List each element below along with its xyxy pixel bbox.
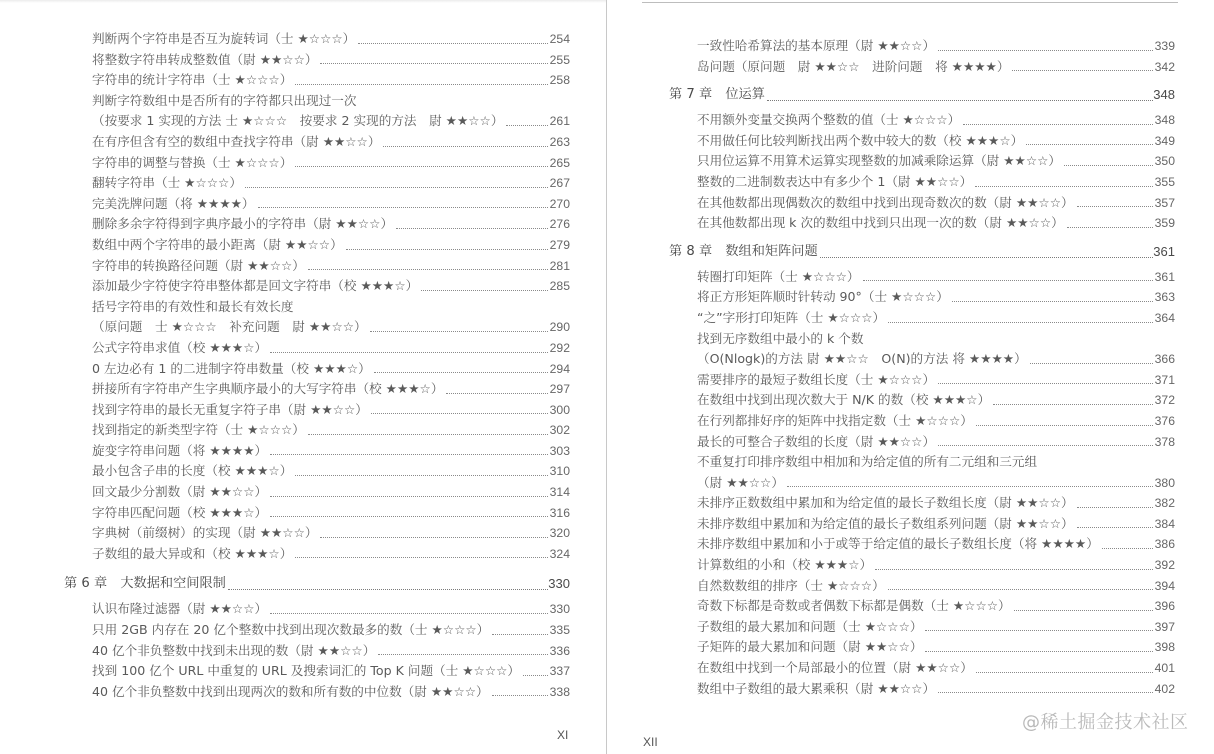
dot-leader <box>378 654 547 655</box>
page-number: 302 <box>549 423 570 438</box>
entry-title: 只用 2GB 内存在 20 亿个整数中找到出现次数最多的数（士 ★☆☆☆） <box>92 622 490 638</box>
entry-title: 不用额外变量交换两个整数的值（士 ★☆☆☆） <box>697 112 961 128</box>
dot-leader <box>492 634 547 635</box>
page-number: 380 <box>1154 475 1175 490</box>
toc-entry <box>92 620 570 641</box>
toc-entry <box>92 482 570 503</box>
toc-entry <box>92 70 570 91</box>
entry-title: 不用做任何比较判断找出两个数中较大的数（校 ★★★☆） <box>697 132 1024 148</box>
toc-entry <box>92 420 570 441</box>
dot-leader <box>506 125 547 126</box>
dot-leader <box>370 331 548 332</box>
entry-title: 翻转字符串（士 ★☆☆☆） <box>92 175 242 191</box>
page-number: 314 <box>549 485 570 500</box>
page-number: 348 <box>1154 113 1175 128</box>
entry-title: 将正方形矩阵顺时针转动 90°（士 ★☆☆☆） <box>697 289 949 305</box>
dot-leader <box>492 695 548 696</box>
page-number: 372 <box>1154 393 1175 408</box>
entry-title: 0 左边必有 1 的二进制字符串数量（校 ★★★☆） <box>92 360 371 376</box>
entry-title: 未排序数组中累加和小于或等于给定值的最长子数组长度（将 ★★★★） <box>697 536 1099 552</box>
page-number: 303 <box>549 443 570 458</box>
toc-entry <box>92 50 570 71</box>
toc-entry <box>697 213 1175 234</box>
page-number: 324 <box>549 546 570 561</box>
dot-leader <box>295 557 547 558</box>
entry-title: 字符串匹配问题（校 ★★★☆） <box>92 504 268 520</box>
toc-entry <box>697 267 1175 288</box>
toc-entry <box>92 461 570 482</box>
entry-title: 转圈打印矩阵（士 ★☆☆☆） <box>697 268 860 284</box>
dot-leader <box>270 454 548 455</box>
toc-entry <box>92 338 570 359</box>
entry-title: 只用位运算不用算术运算实现整数的加减乘除运算（尉 ★★☆☆） <box>697 153 1062 169</box>
entry-title: 公式字符串求值（校 ★★★☆） <box>92 339 268 355</box>
toc-entry <box>92 641 570 662</box>
toc-entry <box>697 131 1175 152</box>
entry-title: （O(Nlogk)的方法 尉 ★★☆☆ O(N)的方法 将 ★★★★） <box>697 351 1027 367</box>
dot-leader <box>320 537 547 538</box>
page-number: 261 <box>549 114 570 129</box>
dot-leader <box>295 166 547 167</box>
page-number: 364 <box>1154 310 1175 325</box>
toc-entry <box>697 287 1175 308</box>
entry-title: 在数组中找到出现次数大于 N/K 的数（校 ★★★☆） <box>697 392 991 408</box>
page-number: 294 <box>549 361 570 376</box>
entry-title: 子矩阵的最大累加和问题（尉 ★★☆☆） <box>697 639 923 655</box>
entry-title: 在行列都排好序的矩阵中找指定数（士 ★☆☆☆） <box>697 412 973 428</box>
page-number: 371 <box>1154 372 1175 387</box>
toc-entry <box>92 661 570 682</box>
page-number: 396 <box>1154 599 1175 614</box>
entry-title: 奇数下标都是奇数或者偶数下标都是偶数（士 ★☆☆☆） <box>697 598 1011 614</box>
toc-entry <box>92 297 570 318</box>
page-number: 359 <box>1154 216 1175 231</box>
page-number: 394 <box>1154 578 1175 593</box>
entry-title: 找到无序数组中最小的 k 个数 <box>697 330 864 346</box>
page-number: 320 <box>549 526 570 541</box>
toc-chapter-heading <box>669 239 1175 265</box>
page-number: 363 <box>1154 290 1175 305</box>
dot-leader <box>952 301 1153 302</box>
entry-title: 在数组中找到一个局部最小的位置（尉 ★★☆☆） <box>697 660 973 676</box>
dot-leader <box>1014 610 1153 611</box>
entry-title: 未排序正数数组中累加和为给定值的最长子数组长度（尉 ★★☆☆） <box>697 495 1074 511</box>
entry-title: 子数组的最大异或和（校 ★★★☆） <box>92 545 293 561</box>
entry-title: 回文最少分割数（尉 ★★☆☆） <box>92 484 268 500</box>
entry-title: （原问题 士 ★☆☆☆ 补充问题 尉 ★★☆☆） <box>92 319 367 335</box>
dot-leader <box>1030 363 1153 364</box>
chapter-title: 第 6 章 大数据和空间限制 <box>64 576 226 592</box>
toc-entry <box>92 235 570 256</box>
toc-entry <box>92 91 570 112</box>
entry-title: 括号字符串的有效性和最长有效长度 <box>92 298 294 314</box>
entry-title: 自然数数组的排序（士 ★☆☆☆） <box>697 577 885 593</box>
toc-entry <box>92 599 570 620</box>
page-number: 270 <box>549 196 570 211</box>
toc-entry <box>697 193 1175 214</box>
entry-title: 数组中两个字符串的最小距离（尉 ★★☆☆） <box>92 236 343 252</box>
entry-title: 字符串的转换路径问题（尉 ★★☆☆） <box>92 257 305 273</box>
entry-title: 需要排序的最短子数组长度（士 ★☆☆☆） <box>697 371 936 387</box>
page-number: 265 <box>549 155 570 170</box>
entry-title: 完美洗牌问题（将 ★★★★） <box>92 195 255 211</box>
dot-leader <box>863 280 1153 281</box>
page-number: 297 <box>549 382 570 397</box>
dot-leader <box>245 187 548 188</box>
page-number: 290 <box>549 320 570 335</box>
entry-title: 一致性哈希算法的基本原理（尉 ★★☆☆） <box>697 38 936 53</box>
entry-title: 在有序但含有空的数组中查找字符串（尉 ★★☆☆） <box>92 133 381 149</box>
toc-entry <box>697 110 1175 131</box>
entry-title: 整数的二进制数表达中有多少个 1（尉 ★★☆☆） <box>697 173 973 189</box>
page-number: 398 <box>1154 640 1175 655</box>
toc-entry <box>92 544 570 565</box>
toc-entry <box>697 514 1175 535</box>
entry-title: 字符串的统计字符串（士 ★☆☆☆） <box>92 72 293 88</box>
dot-leader <box>925 651 1152 652</box>
dot-leader <box>938 50 1153 51</box>
page-number: 376 <box>1154 413 1175 428</box>
toc-entry <box>92 111 570 132</box>
dot-leader <box>938 692 1153 693</box>
toc-entry <box>697 36 1175 57</box>
toc-entry <box>92 132 570 153</box>
dot-leader <box>523 675 548 676</box>
entry-title: 判断字符数组中是否所有的字符都只出现过一次 <box>92 92 357 108</box>
dot-leader <box>358 43 547 44</box>
dot-leader <box>295 475 547 476</box>
dot-leader <box>270 613 548 614</box>
chapter-title: 第 8 章 数组和矩阵问题 <box>669 243 818 259</box>
page-number: 357 <box>1154 195 1175 210</box>
page-number: 276 <box>549 217 570 232</box>
dot-leader <box>1067 227 1153 228</box>
dot-leader <box>1077 507 1153 508</box>
entry-title: 不重复打印排序数组中相加和为给定值的所有二元组和三元组 <box>697 454 1038 470</box>
toc-chapter-heading <box>64 571 570 597</box>
page-number: 267 <box>549 176 570 191</box>
toc-entry <box>697 329 1175 350</box>
toc-entry <box>92 400 570 421</box>
page-number: 338 <box>549 684 570 699</box>
page-number: 349 <box>1154 133 1175 148</box>
entry-title: 判断两个字符串是否互为旋转词（士 ★☆☆☆） <box>92 31 356 46</box>
toc-entry <box>92 194 570 215</box>
dot-leader <box>270 352 548 353</box>
dot-leader <box>383 146 547 147</box>
entry-title: （按要求 1 实现的方法 士 ★☆☆☆ 按要求 2 实现的方法 尉 ★★☆☆） <box>92 113 504 129</box>
entry-title: 添加最少字符使字符串整体都是回文字符串（校 ★★★☆） <box>92 278 419 294</box>
dot-leader <box>270 496 548 497</box>
entry-title: 40 亿个非负整数中找到出现两次的数和所有数的中位数（尉 ★★☆☆） <box>92 683 489 699</box>
toc-chapter-heading <box>669 82 1175 108</box>
entry-title: 最小包含子串的长度（校 ★★★☆） <box>92 463 293 479</box>
dot-leader <box>993 404 1152 405</box>
page-number: 361 <box>1153 243 1175 259</box>
toc-entry <box>92 317 570 338</box>
page-number: 337 <box>549 664 570 679</box>
page-number: 401 <box>1154 661 1175 676</box>
entry-title: 将整数字符串转成整数值（尉 ★★☆☆） <box>92 51 318 67</box>
toc-entry <box>92 359 570 380</box>
page-number: 279 <box>549 237 570 252</box>
dot-leader <box>938 383 1153 384</box>
toc-entry <box>92 276 570 297</box>
toc-entry <box>697 637 1175 658</box>
page-number: 300 <box>549 402 570 417</box>
page-number: 263 <box>549 134 570 149</box>
toc-entry <box>92 503 570 524</box>
dot-leader <box>787 486 1153 487</box>
toc-entry <box>92 256 570 277</box>
toc-entry <box>697 151 1175 172</box>
dot-leader <box>421 290 547 291</box>
page-folio-left: XI <box>557 728 569 742</box>
page-number: 310 <box>549 464 570 479</box>
entry-title: 40 亿个非负整数中找到未出现的数（尉 ★★☆☆） <box>92 642 376 658</box>
toc-entry <box>697 452 1175 473</box>
dot-leader <box>1012 70 1152 71</box>
page-number: 292 <box>549 340 570 355</box>
toc-entry <box>697 57 1175 78</box>
dot-leader <box>308 434 548 435</box>
dot-leader <box>371 413 548 414</box>
page-number: 392 <box>1154 558 1175 573</box>
dot-leader <box>976 672 1153 673</box>
toc-entry <box>697 172 1175 193</box>
entry-title: 认识布隆过滤器（尉 ★★☆☆） <box>92 601 268 617</box>
page-number: 355 <box>1154 174 1175 189</box>
toc-entry <box>697 576 1175 597</box>
toc-left <box>64 29 570 702</box>
dot-leader <box>374 372 548 373</box>
toc-entry <box>697 596 1175 617</box>
dot-leader <box>295 84 547 85</box>
toc-entry <box>697 555 1175 576</box>
entry-title: （尉 ★★☆☆） <box>697 474 784 490</box>
dot-leader <box>270 516 548 517</box>
entry-title: 未排序数组中累加和为给定值的最长子数组系列问题（尉 ★★☆☆） <box>697 515 1074 531</box>
dot-leader <box>963 124 1152 125</box>
page-number: 258 <box>549 73 570 88</box>
toc-entry <box>92 214 570 235</box>
entry-title: 在其他数都出现 k 次的数组中找到只出现一次的数（尉 ★★☆☆） <box>697 215 1064 231</box>
dot-leader <box>1077 206 1153 207</box>
dot-leader <box>888 589 1153 590</box>
dot-leader <box>346 249 548 250</box>
dot-leader <box>975 186 1152 187</box>
toc-entry <box>697 349 1175 370</box>
page-number: 350 <box>1154 154 1175 169</box>
entry-title: 找到指定的新类型字符（士 ★☆☆☆） <box>92 422 305 438</box>
toc-entry <box>92 29 570 50</box>
toc-entry <box>697 493 1175 514</box>
toc-entry <box>92 441 570 462</box>
entry-title: 最长的可整合子数组的长度（尉 ★★☆☆） <box>697 433 936 449</box>
toc-entry <box>697 370 1175 391</box>
page-folio-right: XII <box>643 735 658 749</box>
toc-entry <box>697 432 1175 453</box>
watermark: @稀土掘金技术社区 <box>1022 712 1189 733</box>
page-number: 281 <box>549 258 570 273</box>
dot-leader <box>228 589 548 590</box>
dot-leader <box>258 207 548 208</box>
entry-title: 拼接所有字符串产生字典顺序最小的大写字符串（校 ★★★☆） <box>92 381 444 397</box>
entry-title: 找到字符串的最长无重复字符子串（尉 ★★☆☆） <box>92 401 368 417</box>
entry-title: 旋变字符串问题（将 ★★★★） <box>92 442 268 458</box>
entry-title: “之”字形打印矩阵（士 ★☆☆☆） <box>697 309 886 325</box>
dot-leader <box>767 100 1153 101</box>
dot-leader <box>938 445 1153 446</box>
entry-title: 在其他数都出现偶数次的数组中找到出现奇数次的数（尉 ★★☆☆） <box>697 194 1074 210</box>
page-number: 285 <box>549 279 570 294</box>
toc-entry <box>92 682 570 703</box>
toc-entry <box>697 390 1175 411</box>
entry-title: 子数组的最大累加和问题（士 ★☆☆☆） <box>697 618 923 634</box>
dot-leader <box>875 569 1153 570</box>
dot-leader <box>308 269 548 270</box>
dot-leader <box>1077 527 1153 528</box>
page-number: 339 <box>1154 39 1175 53</box>
dot-leader <box>888 322 1153 323</box>
dot-leader <box>976 425 1153 426</box>
entry-title: 删除多余字符得到字典序最小的字符串（尉 ★★☆☆） <box>92 216 394 232</box>
page-number: 366 <box>1154 352 1175 367</box>
page-number: 348 <box>1153 87 1175 103</box>
page-number: 402 <box>1154 681 1175 696</box>
dot-leader <box>1102 548 1153 549</box>
dot-leader <box>320 63 547 64</box>
toc-entry <box>697 473 1175 494</box>
toc-entry <box>92 379 570 400</box>
page-number: 316 <box>549 505 570 520</box>
toc-entry <box>697 411 1175 432</box>
entry-title: 计算数组的小和（校 ★★★☆） <box>697 557 873 573</box>
toc-entry <box>697 534 1175 555</box>
page-number: 255 <box>549 52 570 67</box>
page-number: 384 <box>1154 516 1175 531</box>
entry-title: 字符串的调整与替换（士 ★☆☆☆） <box>92 154 293 170</box>
entry-title: 找到 100 亿个 URL 中重复的 URL 及搜索词汇的 Top K 问题（士 ★☆☆☆） <box>92 663 520 679</box>
toc-entry <box>697 617 1175 638</box>
page-number: 397 <box>1154 619 1175 634</box>
page-number: 361 <box>1154 269 1175 284</box>
toc-entry <box>92 153 570 174</box>
toc-entry <box>92 173 570 194</box>
toc-right <box>669 36 1175 699</box>
dot-leader <box>396 228 548 229</box>
dot-leader <box>820 257 1154 258</box>
dot-leader <box>1026 144 1152 145</box>
toc-entry <box>697 308 1175 329</box>
page-number: 382 <box>1154 496 1175 511</box>
page-number: 386 <box>1154 537 1175 552</box>
page-number: 335 <box>549 623 570 638</box>
dot-leader <box>925 630 1152 631</box>
dot-leader <box>446 393 547 394</box>
page-number: 378 <box>1154 434 1175 449</box>
page-number: 336 <box>549 643 570 658</box>
page-number: 330 <box>549 602 570 617</box>
page-number: 342 <box>1154 59 1175 74</box>
entry-title: 字典树（前缀树）的实现（尉 ★★☆☆） <box>92 525 318 541</box>
dot-leader <box>1064 165 1153 166</box>
chapter-title: 第 7 章 位运算 <box>669 87 765 103</box>
toc-entry <box>697 658 1175 679</box>
entry-title: 数组中子数组的最大累乘积（尉 ★★☆☆） <box>697 680 936 696</box>
page-number: 254 <box>549 32 570 46</box>
entry-title: 岛问题（原问题 尉 ★★☆☆ 进阶问题 将 ★★★★） <box>697 58 1010 74</box>
toc-entry <box>697 679 1175 700</box>
toc-entry <box>92 523 570 544</box>
page-number: 330 <box>548 576 570 592</box>
